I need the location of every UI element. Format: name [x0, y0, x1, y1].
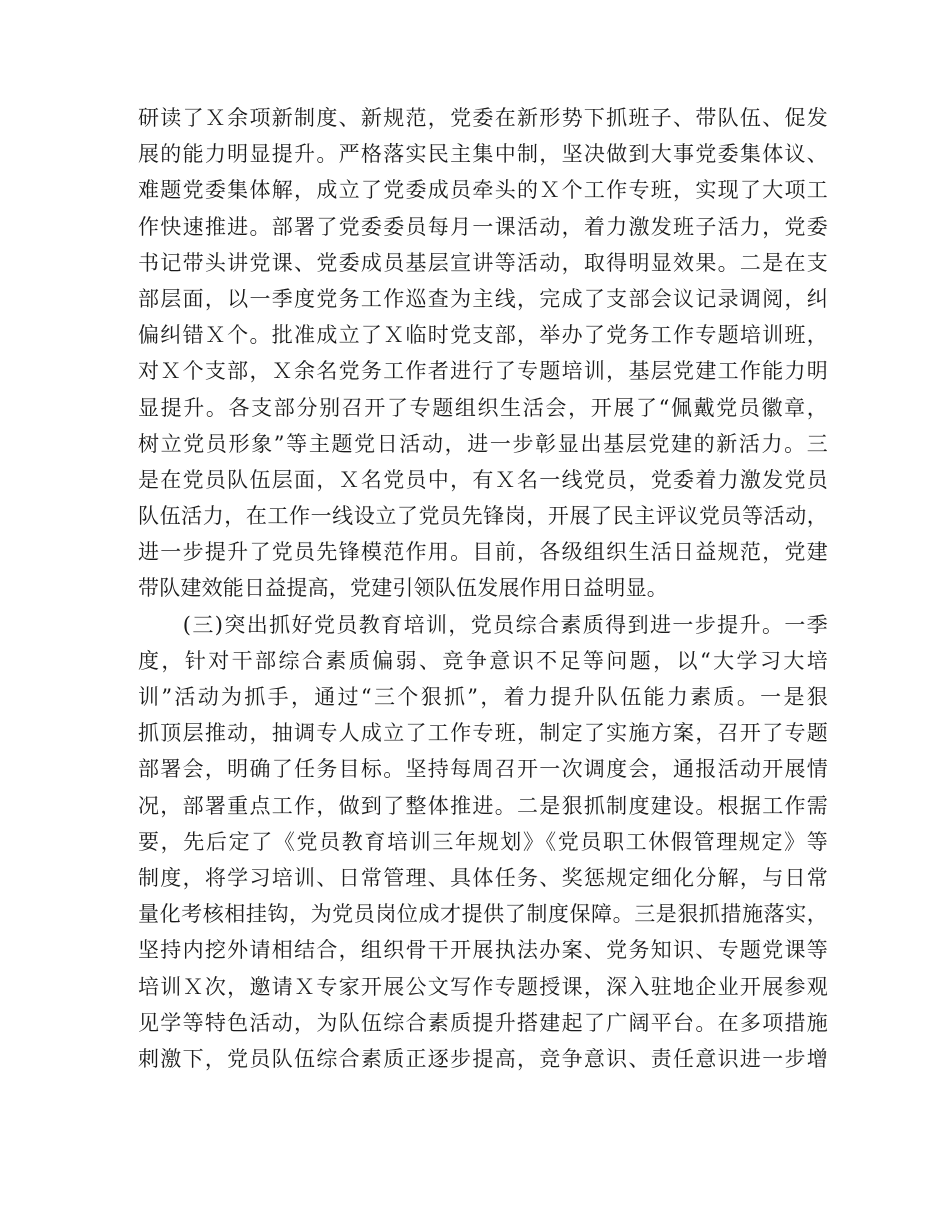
- text-line: 训”活动为抓手，通过“三个狠抓”，着力提升队伍能力素质。一是狠: [138, 685, 828, 709]
- text-line: 部层面，以一季度党务工作巡查为主线，完成了支部会议记录调阅，纠: [138, 286, 828, 311]
- text-line: 展的能力明显提升。严格落实民主集中制，坚决做到大事党委集体议、: [138, 142, 828, 167]
- text-line: 显提升。各支部分别召开了专题组织生活会，开展了“佩戴党员徽章，: [138, 395, 828, 420]
- text-line: 部署会，明确了任务目标。坚持每周召开一次调度会，通报活动开展情: [138, 757, 828, 782]
- paragraph-1: [138, 100, 828, 607]
- text-line: 况，部署重点工作，做到了整体推进。二是狠抓制度建设。根据工作需: [138, 793, 828, 818]
- text-line: 进一步提升了党员先锋模范作用。目前，各级组织生活日益规范，党建: [138, 540, 828, 565]
- text-line: 度，针对干部综合素质偏弱、竞争意识不足等问题，以“大学习大培: [138, 648, 828, 673]
- text-line: 要，先后定了《党员教育培训三年规划》《党员职工休假管理规定》等: [138, 829, 828, 854]
- text-line: 量化考核相挂钩，为党员岗位成才提供了制度保障。三是狠抓措施落实，: [138, 902, 828, 927]
- text-line: 培训Ｘ次，邀请Ｘ专家开展公文写作专题授课，深入驻地企业开展参观: [138, 974, 828, 999]
- text-line: 制度，将学习培训、日常管理、具体任务、奖惩规定细化分解，与日常: [138, 865, 828, 890]
- text-line: 树立党员形象”等主题党日活动，进一步彰显出基层党建的新活力。三: [138, 431, 828, 456]
- text-line: (三)突出抓好党员教育培训，党员综合素质得到进一步提升。一季: [138, 612, 828, 637]
- text-line: 带队建效能日益提高，党建引领队伍发展作用日益明显。: [138, 576, 668, 601]
- text-line: 作快速推进。部署了党委委员每月一课活动，着力激发班子活力，党委: [138, 214, 828, 239]
- text-line: 见学等特色活动，为队伍综合素质提升搭建起了广阔平台。在多项措施: [138, 1010, 828, 1035]
- text-line: 对Ｘ个支部，Ｘ余名党务工作者进行了专题培训，基层党建工作能力明: [138, 359, 828, 384]
- text-line: 队伍活力，在工作一线设立了党员先锋岗，开展了民主评议党员等活动，: [138, 504, 828, 529]
- text-line: 书记带头讲党课、党委成员基层宣讲等活动，取得明显效果。二是在支: [138, 250, 828, 275]
- text-line: 抓顶层推动，抽调专人成立了工作专班，制定了实施方案，召开了专题: [138, 721, 828, 746]
- text-line: 坚持内挖外请相结合，组织骨干开展执法办案、党务知识、专题党课等: [138, 938, 828, 963]
- paragraph-2: [138, 607, 828, 1077]
- text-line: 刺激下，党员队伍综合素质正逐步提高，竞争意识、责任意识进一步增: [138, 1046, 828, 1071]
- text-line: 是在党员队伍层面，Ｘ名党员中，有Ｘ名一线党员，党委着力激发党员: [138, 467, 828, 492]
- text-line: 研读了Ｘ余项新制度、新规范，党委在新形势下抓班子、带队伍、促发: [138, 106, 828, 130]
- text-line: 偏纠错Ｘ个。批准成立了Ｘ临时党支部，举办了党务工作专题培训班，: [138, 323, 828, 348]
- document-body: [138, 100, 828, 1077]
- text-line: 难题党委集体解，成立了党委成员牵头的Ｘ个工作专班，实现了大项工: [138, 178, 828, 203]
